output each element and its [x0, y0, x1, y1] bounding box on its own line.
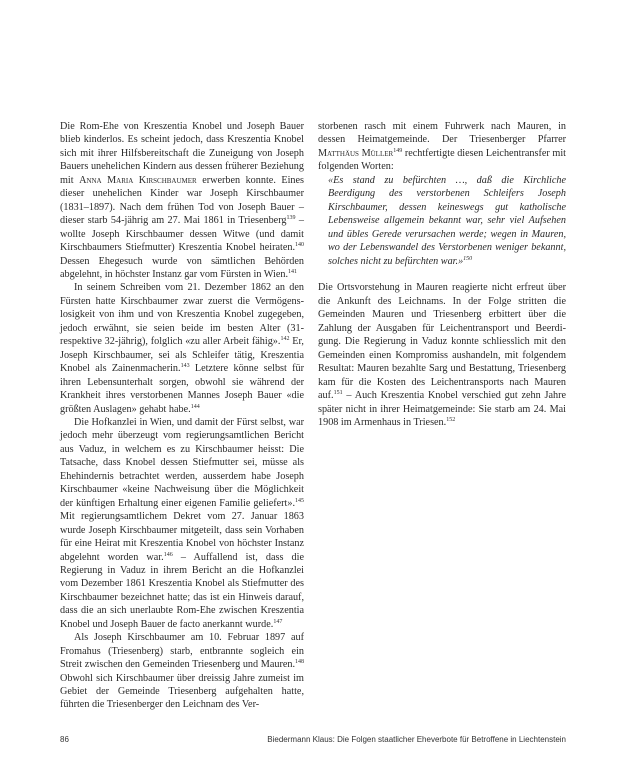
paragraph	[318, 281, 566, 429]
paragraph	[318, 120, 566, 174]
paragraph	[60, 416, 304, 631]
text-run: Die Hofkanzlei in Wien, und damit der Fürst selbst, war jedoch mehr überzeugt vom regierungsamtlichen Bericht aus Vaduz, in welchem es zu Kirschbaumer heisst: Die Tatsache, dass Knobel dessen Stiefmutter sei, müsse als Ehehindernis betrachtet werden, ausserdem habe Joseph Kirschbaumer «keine Nachweisung über die Möglichkeit der künftigen Erhaltung einer eigenen Familie geliefert».	[60, 416, 304, 509]
text-run: «Es stand zu befürchten …, daß die Kirchliche Beerdigung des verstorbenen Schleifers Joseph Kirschbaumer, dessen keineswegs gut katholische Lebensweise allgemein bekannt war, sehr viel Aufsehen und übles Gerede verursachen werde; wegen in Mauren, wo der Lebenswandel des Verstorbenen weniger bekannt, solches nicht zu befürchten war.»	[328, 174, 566, 267]
paragraph	[60, 120, 304, 281]
footnote-ref: 140	[295, 242, 304, 249]
footnote-ref: 146	[163, 551, 173, 558]
text-run: Obwohl sich Kirschbaumer über dreissig Jahre zumeist im Gebiet der Gemeinde Triesenberg aufgehalten hatte, führten die Triesenberger den Leichnam des Ver-	[60, 672, 304, 711]
footnote-ref: 139	[286, 215, 296, 222]
page-number: 86	[60, 735, 69, 744]
text-run: Er, Joseph Kirschbaumer, sei als Schleifer tätig, Kreszentia Knobel als Zainenmacherin.	[60, 336, 304, 375]
footnote-ref: 147	[273, 618, 283, 625]
footnote-ref: 151	[333, 390, 343, 397]
text-run: storbenen rasch mit einem Fuhrwerk nach Mauren, in dessen Heimatgemeinde. Der Triesenberger Pfarrer	[318, 121, 566, 146]
text-run: rechtfertigte diesen Leichentransfer mit folgenden Worten:	[318, 147, 566, 173]
text-run: Als Joseph Kirschbaumer am 10. Februar 1897 auf Fromahus (Triesenberg) starb, entbrannte sogleich ein Streit zwischen den Gemeinden Triesenberg und Mauren.	[60, 632, 304, 671]
text-run: – Auffallend ist, dass die Regierung in Vaduz in ihrem Bericht an die Hofkanzlei vom Dezember 1861 Kreszentia Knobel als Stiefmutter des Kirschbaumer bezeichnet hatte; das ist ein Hinweis darauf, dass die an sich unerlaubte Rom-Ehe zwischen Kreszentia Knobel und Joseph Bauer de facto anerkannt wurde.	[60, 551, 304, 630]
text-run: In seinem Schreiben vom 21. Dezember 1862 an den Fürsten hatte Kirschbaumer zwar zuerst die Vermögenslosigkeit von ihm und von Kreszentia Knobel zugegeben, jedoch erwähnt, sie seien beide im besten Alter (31- respektive 32-jährig), folglich «zu aller Arbeit fähig».	[60, 282, 304, 348]
footnote-ref: 142	[280, 336, 290, 343]
text-run: Die Ortsvorstehung in Mauren reagierte nicht erfreut über die Ankunft des Leichnams. In der Folge stritten die Gemeinden Mauren und Triesenberg erbittert über die Zahlung der Ausgaben für Leichentransport und Beerdigung. Die Regierung in Vaduz konnte schliesslich mit den Gemeinden einen Kompromiss aushandeln, mit folgendem Resultat: Mauren bezahlte Sarg und Bestattung, Triesenberg kam für die Kosten des Leichentransports nach Mauren auf.	[318, 282, 566, 402]
footnote-ref: 144	[190, 403, 200, 410]
footnote-ref: 145	[295, 497, 304, 504]
block-quote	[318, 174, 566, 268]
text-run: Die Rom-Ehe von Kreszentia Knobel und Joseph Bauer blieb kinderlos. Es scheint jedoch, dass Kreszentia Knobel sich mit ihrer Hilfsbereitschaft die Zuneigung von Joseph Bauers unehelichen Kindern aus dessen früherer Beziehung mit	[60, 121, 304, 186]
text-run: – Auch Kreszentia Knobel verschied gut zehn Jahre später nicht in ihrer Heimatgemeinde: Sie starb am 24. Mai 1908 im Armenhaus in Triesen.	[318, 390, 566, 429]
footnote-ref: 152	[446, 417, 456, 424]
left-text-column	[60, 120, 304, 712]
text-run: Mit regierungsamtlichem Dekret vom 27. Januar 1863 wurde Joseph Kirschbaumer mitgeteilt, dass sein Vorhaben für eine Heirat mit Kreszentia Knobel von höchster Instanz abgelehnt worden war.	[60, 511, 304, 563]
footnote-ref: 141	[288, 268, 297, 275]
person-name: Matthäus Müller	[318, 147, 394, 159]
text-run: Dessen Ehegesuch wurde von sämtlichen Behörden abgelehnt, in höchster Instanz gar vom Fürsten in Wien.	[60, 255, 304, 280]
paragraph	[60, 281, 304, 416]
text-run: – wollte Joseph Kirschbaumer dessen Witwe (und damit Kirschbaumers Stiefmutter) Kreszentia Knobel heiraten.	[60, 215, 304, 254]
running-title: Biedermann Klaus: Die Folgen staatlicher Eheverbote für Betroffene in Liechtenstein	[267, 735, 566, 744]
text-run: erwerben konnte. Eines dieser unehelichen Kinder war Joseph Kirschbaumer (1831–1897). Nach dem frühen Tod von Joseph Bauer – dieser starb 54-jährig am 27. Mai 1861 in Triesenberg	[60, 174, 304, 227]
person-name: Anna Maria Kirschbaumer	[79, 174, 197, 186]
text-run: Letztere könne selbst für ihren Lebensunterhalt sorgen, obwohl sie während der Krankheit ihres verstorbenen Mannes Joseph Bauer «die größten Auslagen» gehabt habe.	[60, 363, 304, 415]
paragraph	[60, 631, 304, 712]
footnote-ref: 149	[393, 147, 403, 154]
footnote-ref: 148	[295, 659, 304, 666]
right-text-column	[318, 120, 566, 429]
footnote-ref: 143	[180, 363, 190, 370]
footnote-ref: 150	[463, 255, 473, 262]
